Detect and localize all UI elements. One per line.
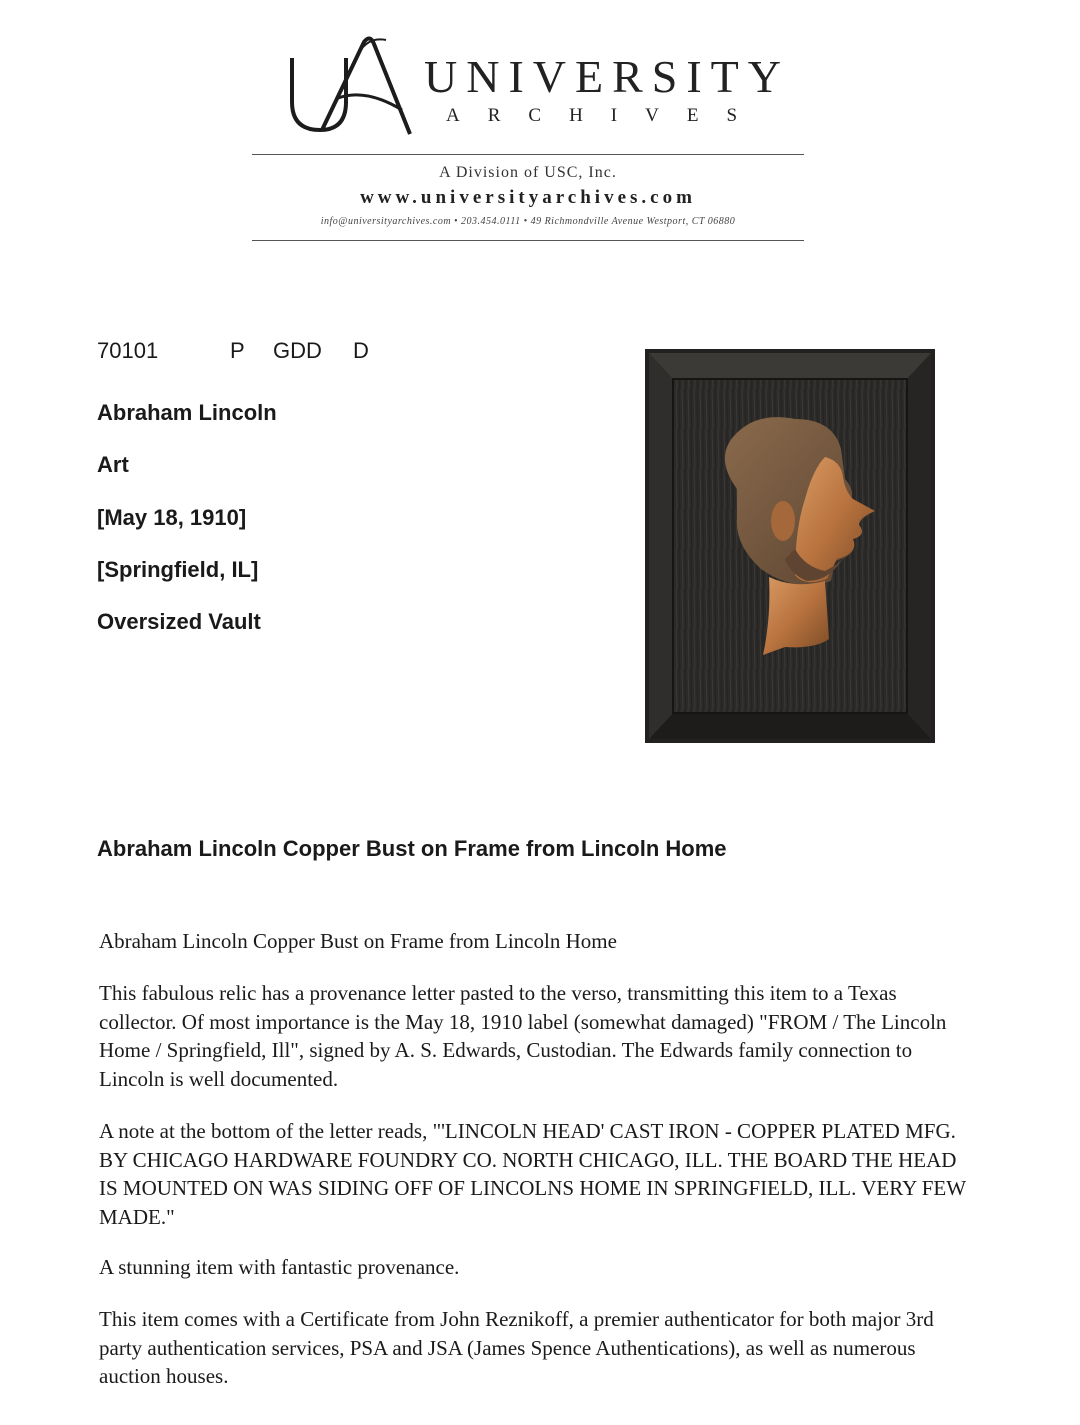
item-category: Art bbox=[97, 452, 129, 477]
letterhead-divider-bottom bbox=[252, 240, 804, 241]
ua-logo-mark bbox=[282, 30, 422, 140]
letterhead-divider-top bbox=[252, 154, 804, 155]
item-title: Abraham Lincoln Copper Bust on Frame from Lincoln Home bbox=[97, 836, 727, 861]
contact-info: info@universityarchives.com • 203.454.0111 • 49 Richmondville Avenue Westport, CT 06880 bbox=[320, 216, 736, 227]
letterhead bbox=[0, 0, 1080, 260]
description-paragraph-4: A stunning item with fantastic provenance. bbox=[99, 1255, 460, 1279]
logo-university-text: UNIVERSITY bbox=[424, 51, 790, 102]
description-paragraph-5: This item comes with a Certificate from John Reznikoff, a premier authenticator for both major 3rd party authentication services, PSA and JSA (James Spence Authentications), as well as numerous auction houses. bbox=[99, 1307, 934, 1388]
item-location: Oversized Vault bbox=[97, 609, 261, 634]
item-code-p: P bbox=[230, 338, 245, 363]
description-paragraph-1: Abraham Lincoln Copper Bust on Frame from Lincoln Home bbox=[99, 929, 617, 953]
division-line: A Division of USC, Inc. bbox=[439, 164, 617, 181]
item-code-gdd: GDD bbox=[273, 338, 322, 363]
artifact-photo bbox=[645, 349, 935, 743]
item-code-d: D bbox=[353, 338, 369, 363]
website-url: www.universityarchives.com bbox=[360, 187, 696, 208]
item-number: 70101 bbox=[97, 338, 159, 363]
description-paragraph-2: This fabulous relic has a provenance letter pasted to the verso, transmitting this item to a Texas collector. Of most importance is the May 18, 1910 label (somewhat damaged) "FROM / The Lincoln Home / Springfield, Ill", signed by A. S. Edwards, Custodian. The Edwards family connection to Lincoln is well documented. bbox=[99, 981, 947, 1091]
logo-archives-text: ARCHIVES bbox=[446, 105, 766, 126]
item-date: [May 18, 1910] bbox=[97, 505, 247, 530]
item-name: Abraham Lincoln bbox=[97, 400, 277, 425]
description-paragraph-3: A note at the bottom of the letter reads, "'LINCOLN HEAD' CAST IRON - COPPER PLATED MFG. BY CHICAGO HARDWARE FOUNDRY CO. NORTH CHICAGO, ILL. THE BOARD THE HEAD IS MOUNTED ON WAS SIDING OFF OF LINCOLNS HOME IN SPRINGFIELD, ILL. VERY FEW MADE." bbox=[99, 1119, 966, 1229]
item-place: [Springfield, IL] bbox=[97, 557, 259, 582]
